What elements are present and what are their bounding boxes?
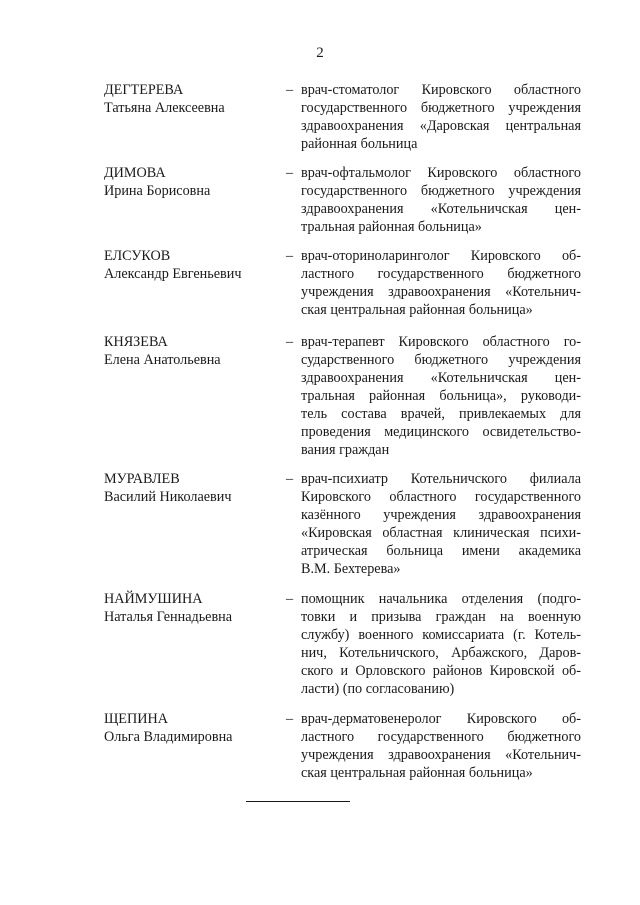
dash: –: [286, 334, 294, 350]
member-name: [104, 333, 280, 369]
position-line: здравоохранения «Котельничская цен-: [301, 201, 581, 217]
position-line: ластного государственного бюджетного: [301, 266, 581, 282]
position-line: учреждения здравоохранения «Котельнич-: [301, 284, 581, 300]
member-name: [104, 590, 280, 626]
member-position: [301, 333, 581, 459]
member-surname: ДИМОВА: [104, 165, 166, 181]
position-line: службу) военного комиссариата (г. Котель-: [301, 627, 581, 643]
page-number: 2: [316, 45, 324, 61]
dash: –: [286, 471, 294, 487]
member-surname: КНЯЗЕВА: [104, 334, 168, 350]
member-position: [301, 247, 581, 319]
dash: –: [286, 711, 294, 727]
position-line: нич, Котельничского, Арбажского, Даров-: [301, 645, 581, 661]
position-line: ластного государственного бюджетного: [301, 729, 581, 745]
member-given-names: Татьяна Алексеевна: [104, 100, 225, 116]
member-surname: ДЕГТЕРЕВА: [104, 82, 184, 98]
position-line: учреждения здравоохранения «Котельнич-: [301, 747, 581, 763]
member-surname: МУРАВЛЕВ: [104, 471, 180, 487]
position-line: В.М. Бехтерева»: [301, 561, 401, 577]
position-line: врач-стоматолог Кировского областного: [301, 82, 581, 98]
member-position: [301, 164, 581, 236]
position-line: врач-терапевт Кировского областного го-: [301, 334, 581, 350]
position-line: тель состава врачей, привлекаемых для: [301, 406, 581, 422]
position-line: ского и Орловского районов Кировской об-: [301, 663, 581, 679]
position-line: государственного бюджетного учреждения: [301, 183, 581, 199]
member-name: [104, 81, 280, 117]
position-line: районная больница: [301, 136, 418, 152]
member-given-names: Василий Николаевич: [104, 489, 232, 505]
member-name: [104, 470, 280, 506]
member-surname: НАЙМУШИНА: [104, 591, 203, 607]
position-line: помощник начальника отделения (подго-: [301, 591, 581, 607]
position-line: врач-дерматовенеролог Кировского об-: [301, 711, 581, 727]
position-line: ласти) (по согласованию): [301, 681, 455, 697]
dash: –: [286, 248, 294, 264]
position-line: товки и призыва граждан на военную: [301, 609, 581, 625]
position-line: «Кировская областная клиническая психи-: [301, 525, 581, 541]
member-position: [301, 81, 581, 153]
position-line: врач-психиатр Котельничского филиала: [301, 471, 581, 487]
member-name: [104, 710, 280, 746]
dash: –: [286, 591, 294, 607]
member-surname: ЩЕПИНА: [104, 711, 168, 727]
position-line: врач-оториноларинголог Кировского об-: [301, 248, 581, 264]
position-line: Кировского областного государственного: [301, 489, 581, 505]
member-given-names: Ольга Владимировна: [104, 729, 233, 745]
member-given-names: Елена Анатольевна: [104, 352, 221, 368]
member-name: [104, 247, 280, 283]
member-position: [301, 590, 581, 698]
member-name: [104, 164, 280, 200]
member-given-names: Ирина Борисовна: [104, 183, 211, 199]
member-position: [301, 710, 581, 782]
member-given-names: Наталья Геннадьевна: [104, 609, 233, 625]
position-line: проведения медицинского освидетельство-: [301, 424, 581, 440]
position-line: ская центральная районная больница»: [301, 302, 533, 318]
member-given-names: Александр Евгеньевич: [104, 266, 242, 282]
position-line: атрическая больница имени академика: [301, 543, 581, 559]
dash: –: [286, 82, 294, 98]
end-of-list-rule: [246, 801, 350, 802]
position-line: здравоохранения «Даровская центральная: [301, 118, 581, 134]
position-line: ская центральная районная больница»: [301, 765, 533, 781]
position-line: тральная районная больница», руководи-: [301, 388, 581, 404]
position-line: тральная районная больница»: [301, 219, 482, 235]
dash: –: [286, 165, 294, 181]
position-line: государственного бюджетного учреждения: [301, 100, 581, 116]
member-position: [301, 470, 581, 578]
position-line: казённого учреждения здравоохранения: [301, 507, 581, 523]
member-surname: ЕЛСУКОВ: [104, 248, 171, 264]
position-line: сударственного бюджетного учреждения: [301, 352, 581, 368]
position-line: здравоохранения «Котельничская цен-: [301, 370, 581, 386]
position-line: вания граждан: [301, 442, 390, 458]
position-line: врач-офтальмолог Кировского областного: [301, 165, 581, 181]
